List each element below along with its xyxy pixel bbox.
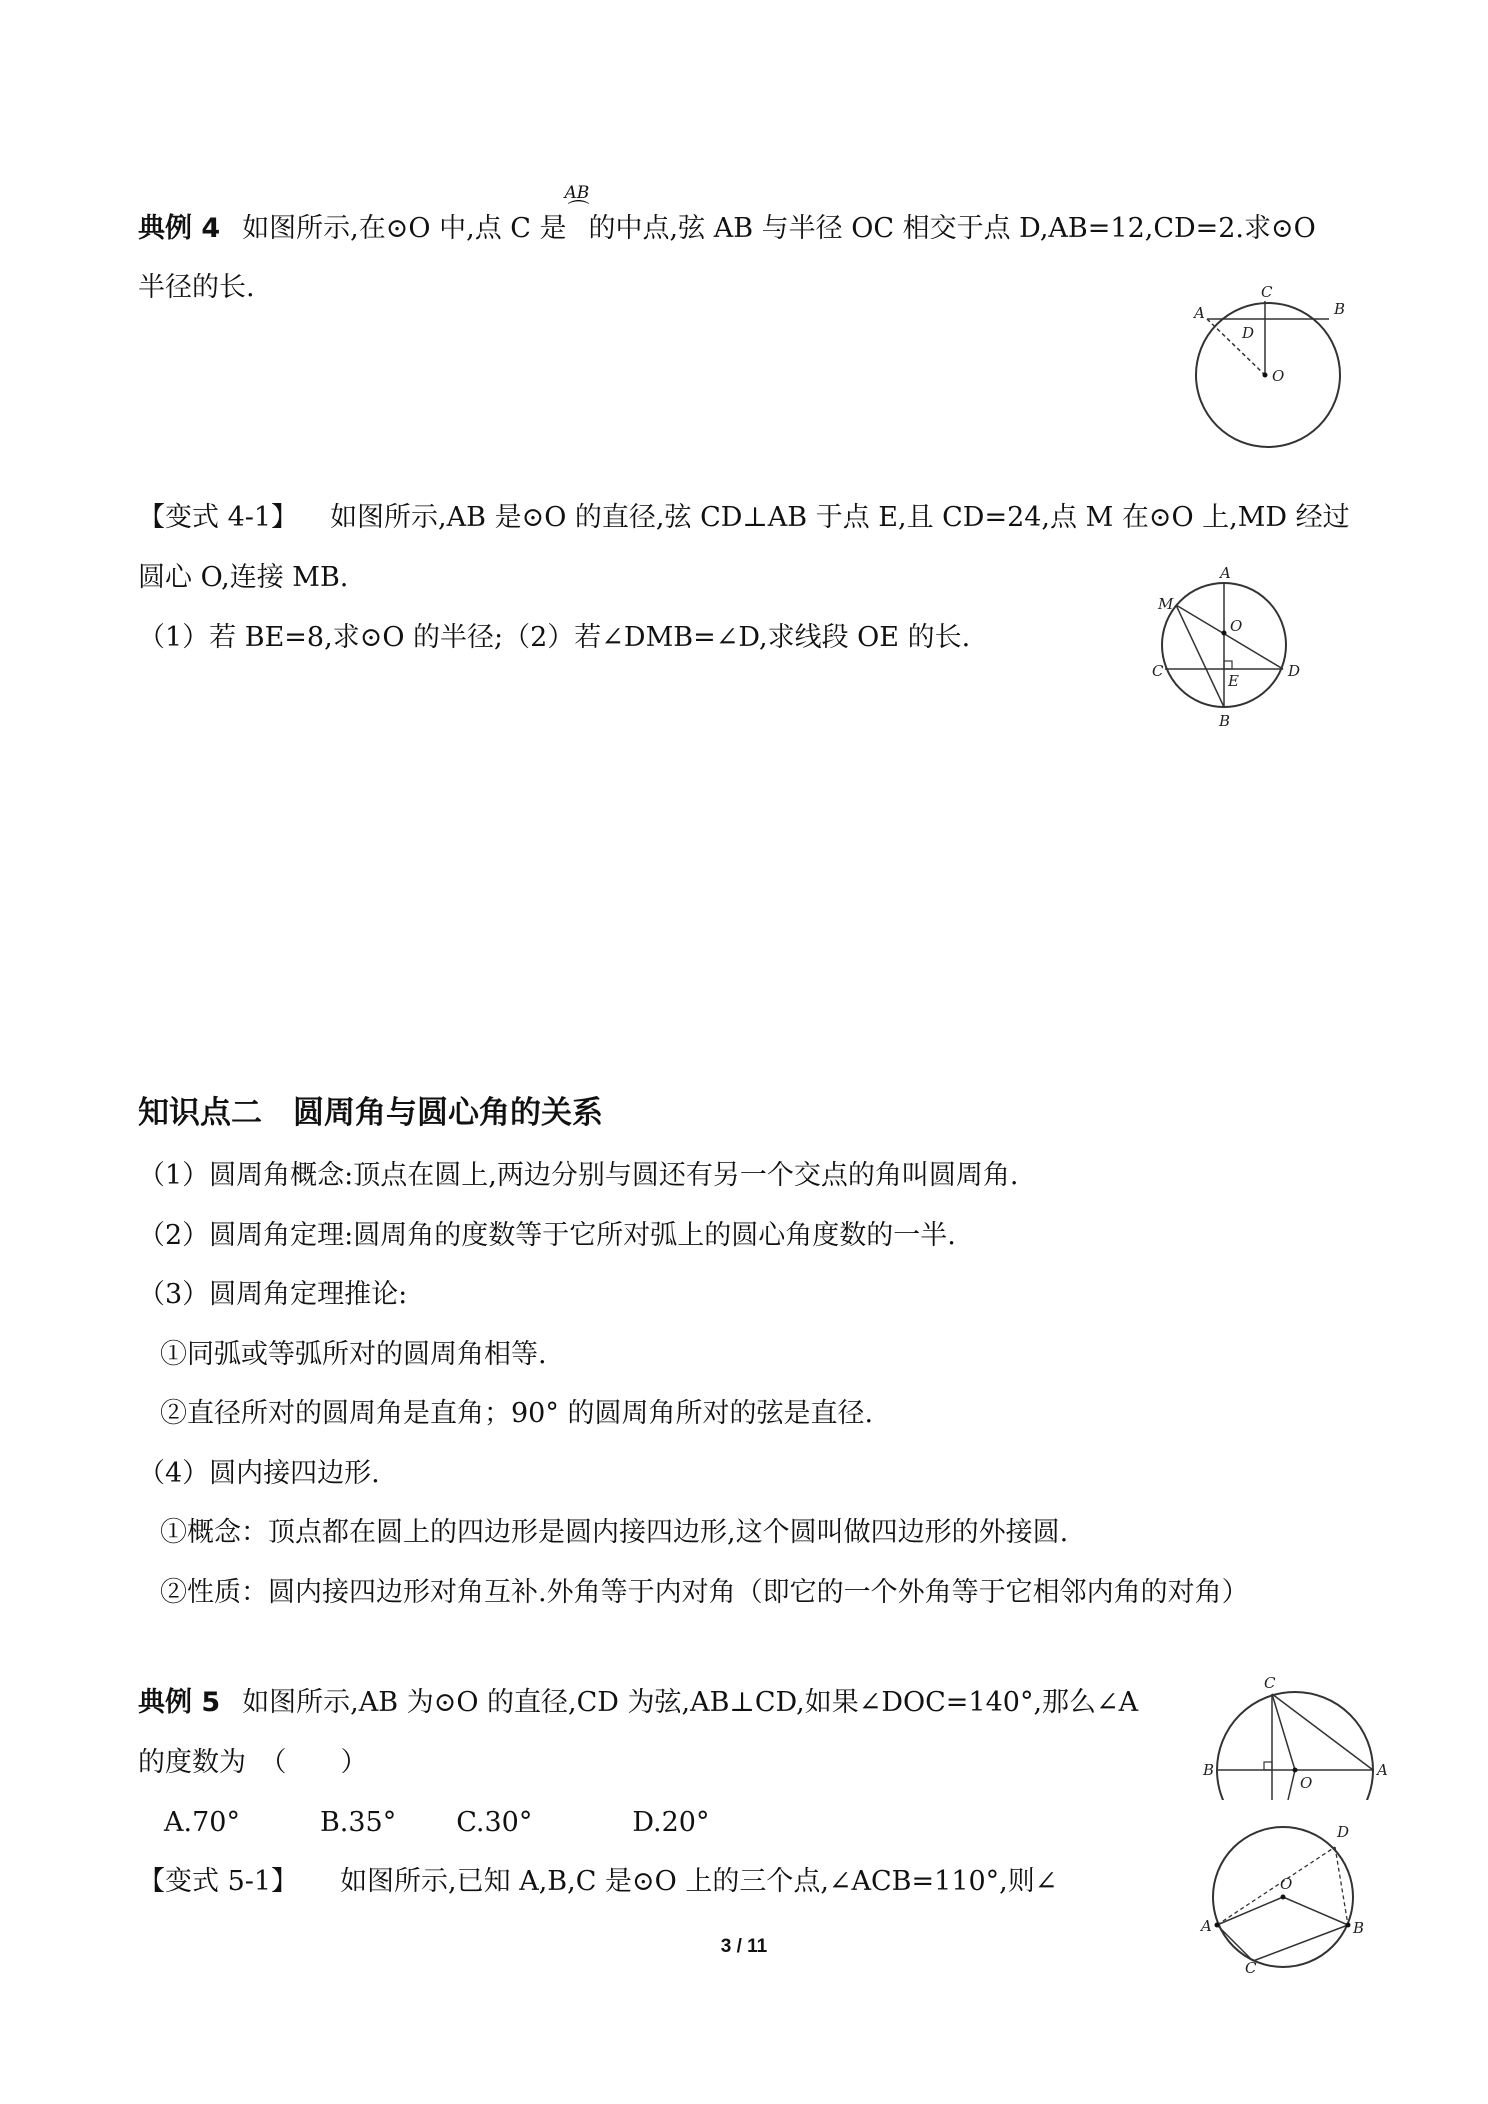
ex5-option-a: A.70°: [164, 1807, 240, 1838]
var41-line-3: （1）若 BE=8,求⊙O 的半径;（2）若∠DMB=∠D,求线段 OE 的长.: [138, 622, 971, 653]
ex5-label: 典例 5: [138, 1687, 221, 1718]
ex5-option-b: B.35°: [319, 1807, 397, 1838]
var41-figure: [1140, 565, 1315, 735]
ex5-point-o: O: [1300, 1774, 1313, 1792]
ex4-label: 典例 4: [138, 213, 221, 244]
var51-dot-a: [1215, 1923, 1220, 1928]
ex4-text-2: 的中点,弦 AB 与半径 OC 相交于点 D,AB=12,CD=2.求⊙O: [588, 213, 1316, 244]
var51-label: 【变式 5-1】: [138, 1866, 299, 1897]
ex5-circle: [1217, 1692, 1373, 1810]
ex4-point-d: D: [1242, 324, 1255, 342]
ex5-point-b: B: [1203, 1761, 1215, 1779]
ex5-segment-co: [1272, 1694, 1295, 1770]
ex5-point-c: C: [1264, 1674, 1276, 1692]
var41-point-a: A: [1220, 565, 1231, 582]
var51-text-1: 如图所示,已知 A,B,C 是⊙O 上的三个点,∠ACB=110°,则∠: [340, 1866, 1058, 1897]
var41-point-o: O: [1230, 617, 1243, 635]
var51-line-1: [138, 1862, 1057, 1902]
arc-ab-notation: [564, 183, 590, 237]
var51-center-dot: [1281, 1895, 1286, 1900]
ex4-line-2: 半径的长.: [138, 272, 255, 303]
var51-dot-b: [1346, 1923, 1351, 1928]
section-2-item-3b: ②直径所对的圆周角是直角；90° 的圆周角所对的弦是直径.: [160, 1398, 874, 1429]
section-2-item-2: （2）圆周角定理:圆周角的度数等于它所对弧上的圆心角度数的一半.: [138, 1220, 956, 1251]
section-2-item-4a: ①概念：顶点都在圆上的四边形是圆内接四边形,这个圆叫做四边形的外接圆.: [160, 1517, 1069, 1548]
var41-line-2: 圆心 O,连接 MB.: [138, 562, 349, 593]
var51-segment-ao: [1217, 1897, 1283, 1925]
ex5-segment-od: [1288, 1770, 1295, 1800]
var41-text-1: 如图所示,AB 是⊙O 的直径,弦 CD⊥AB 于点 E,且 CD=24,点 M 在⊙O 上,MD 经过: [330, 502, 1350, 533]
section-2-item-4: （4）圆内接四边形.: [138, 1458, 380, 1489]
ex4-circle: [1196, 303, 1340, 447]
var51-segment-ob: [1283, 1897, 1348, 1925]
var51-point-c: C: [1245, 1959, 1257, 1975]
section-2-item-3: （3）圆周角定理推论:: [138, 1279, 408, 1310]
var41-point-d: D: [1288, 662, 1301, 680]
ex5-text-1: 如图所示,AB 为⊙O 的直径,CD 为弦,AB⊥CD,如果∠DOC=140°,那么∠A: [242, 1687, 1139, 1718]
ex5-option-d: D.20°: [632, 1807, 710, 1838]
section-2-item-4b: ②性质：圆内接四边形对角互补.外角等于内对角（即它的一个外角等于它相邻内角的对角）: [160, 1577, 1249, 1608]
var41-label: 【变式 4-1】: [138, 502, 299, 533]
page-number: 3 / 11: [720, 1936, 768, 1957]
ex4-point-c: C: [1261, 283, 1273, 301]
ex4-line-1: [138, 183, 1316, 249]
arc-symbol: ⌒: [567, 200, 590, 225]
section-2-title: 知识点二 圆周角与圆心角的关系: [138, 1095, 603, 1131]
ex5-right-angle-mark: [1264, 1762, 1272, 1770]
var41-line-1: [138, 498, 1350, 538]
ex4-text-1: 如图所示,在⊙O 中,点 C 是: [242, 213, 567, 244]
var41-right-angle-mark: [1224, 661, 1232, 669]
section-2-item-1: （1）圆周角概念:顶点在圆上,两边分别与圆还有另一个交点的角叫圆周角.: [138, 1160, 1019, 1191]
var41-center-dot: [1222, 631, 1227, 636]
ex4-point-b: B: [1334, 300, 1346, 318]
ex4-figure: [1190, 280, 1360, 455]
ex4-dashed-oa: [1207, 319, 1265, 375]
ex5-figure: [1200, 1670, 1400, 1810]
ex5-segment-ca: [1272, 1694, 1373, 1770]
arc-ab-label: AB: [564, 183, 590, 203]
var41-point-e: E: [1228, 672, 1239, 690]
var51-point-a: A: [1201, 1917, 1212, 1935]
ex5-options: [164, 1803, 709, 1843]
ex4-point-a: A: [1194, 304, 1205, 322]
ex4-center-dot: [1263, 373, 1268, 378]
ex4-point-o: O: [1272, 367, 1285, 385]
var41-segment-md: [1176, 605, 1283, 669]
ex5-center-dot: [1293, 1768, 1298, 1773]
section-2-item-3a: ①同弧或等弧所对的圆周角相等.: [160, 1339, 547, 1370]
var51-point-b: B: [1353, 1919, 1365, 1937]
var41-point-b: B: [1219, 712, 1231, 730]
ex5-line-2: 的度数为 （ ）: [138, 1747, 368, 1778]
var41-point-m: M: [1158, 595, 1174, 613]
var41-point-c: C: [1152, 662, 1164, 680]
var51-point-o: O: [1280, 1875, 1293, 1893]
ex5-point-a: A: [1377, 1761, 1388, 1779]
ex5-option-c: C.30°: [456, 1807, 533, 1838]
ex5-line-1: [138, 1683, 1138, 1723]
var51-point-d: D: [1337, 1823, 1350, 1841]
var51-dashed-ad: [1217, 1847, 1335, 1925]
